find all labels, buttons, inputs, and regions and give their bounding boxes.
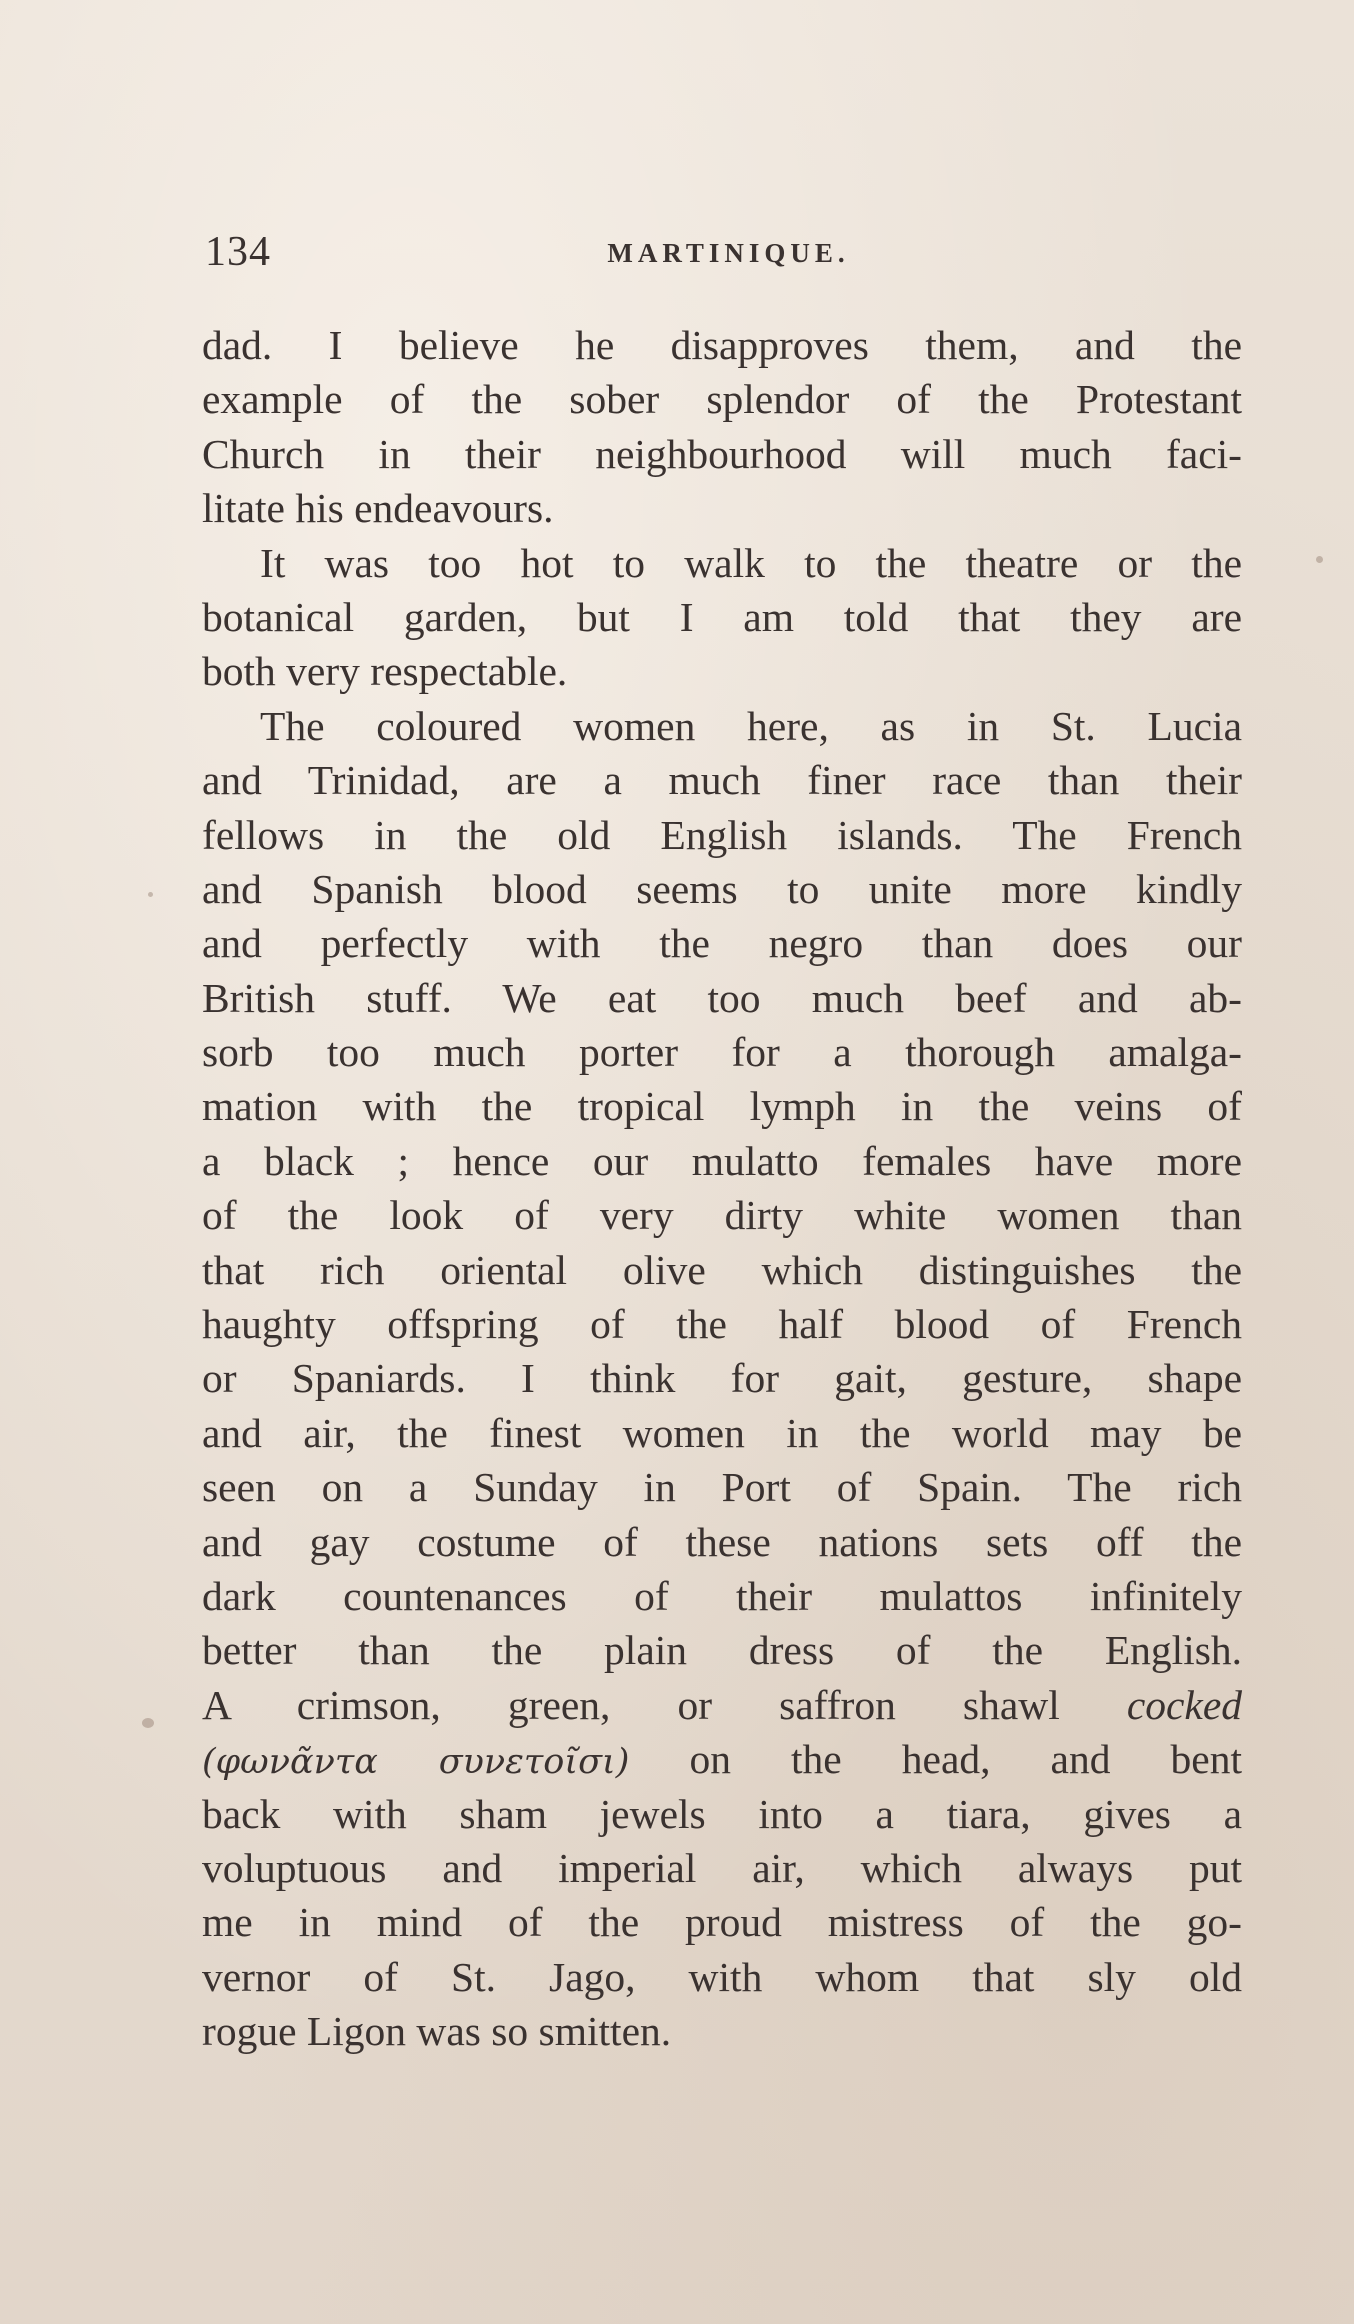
text-line: botanical garden, but I am told that they are (202, 593, 1242, 640)
text-line: vernor of St. Jago, with whom that sly old (202, 1953, 1242, 2000)
text-line: and air, the finest women in the world may be (202, 1409, 1242, 1456)
text-line: rogue Ligon was so smitten. (202, 2008, 672, 2055)
text-line: It was too hot to walk to the theatre or the (260, 539, 1242, 586)
text-line: and perfectly with the negro than does our (202, 920, 1242, 967)
text-line: fellows in the old English islands. The French (202, 811, 1242, 858)
running-title: MARTINIQUE. (607, 238, 850, 268)
greek-phrase: (φωνᾶντα συνετοῖσι) (202, 1742, 630, 1783)
text-line: or Spaniards. I think for gait, gesture, shape (202, 1355, 1242, 1402)
text-line: litate his endeavours. (202, 485, 554, 532)
text-line (202, 1678, 1242, 1732)
text-line: and Trinidad, are a much finer race than their (202, 757, 1242, 804)
text-line: me in mind of the proud mistress of the go- (202, 1899, 1242, 1946)
text-line: The coloured women here, as in St. Lucia (260, 702, 1242, 749)
text-line: back with sham jewels into a tiara, gives a (202, 1790, 1242, 1837)
text-line: and Spanish blood seems to unite more kindly (202, 865, 1242, 912)
italic-word: cocked (1126, 1681, 1242, 1728)
text-line: voluptuous and imperial air, which always put (202, 1844, 1242, 1891)
text-line: that rich oriental olive which distinguishes the (202, 1246, 1242, 1293)
text-line (202, 1732, 1242, 1786)
text-line: better than the plain dress of the English. (202, 1627, 1242, 1674)
text-line: seen on a Sunday in Port of Spain. The rich (202, 1464, 1242, 1511)
text-line: of the look of very dirty white women than (202, 1192, 1242, 1239)
page-header (205, 228, 1240, 288)
text-line: example of the sober splendor of the Protestant (202, 376, 1242, 423)
paper-spot (1316, 556, 1323, 563)
text-line: haughty offspring of the half blood of French (202, 1301, 1242, 1348)
page-number: 134 (205, 229, 271, 275)
text-line: sorb too much porter for a thorough amalga- (202, 1029, 1242, 1076)
line-segment: A crimson, green, or saffron shawl (202, 1681, 1127, 1728)
text-line: a black ; hence our mulatto females have more (202, 1137, 1242, 1184)
paper-spot (148, 892, 153, 897)
text-line: dad. I believe he disapproves them, and the (202, 322, 1242, 368)
line-segment: on the head, and bent (629, 1736, 1242, 1783)
text-line: mation with the tropical lymph in the veins of (202, 1083, 1242, 1130)
text-line: Church in their neighbourhood will much faci- (202, 430, 1242, 477)
text-line: both very respectable. (202, 648, 568, 695)
text-line: and gay costume of these nations sets off the (202, 1518, 1242, 1565)
body-text (202, 318, 1242, 2059)
paper-spot (142, 1718, 154, 1728)
text-line: British stuff. We eat too much beef and ab- (202, 974, 1242, 1021)
text-line: dark countenances of their mulattos infinitely (202, 1572, 1242, 1619)
